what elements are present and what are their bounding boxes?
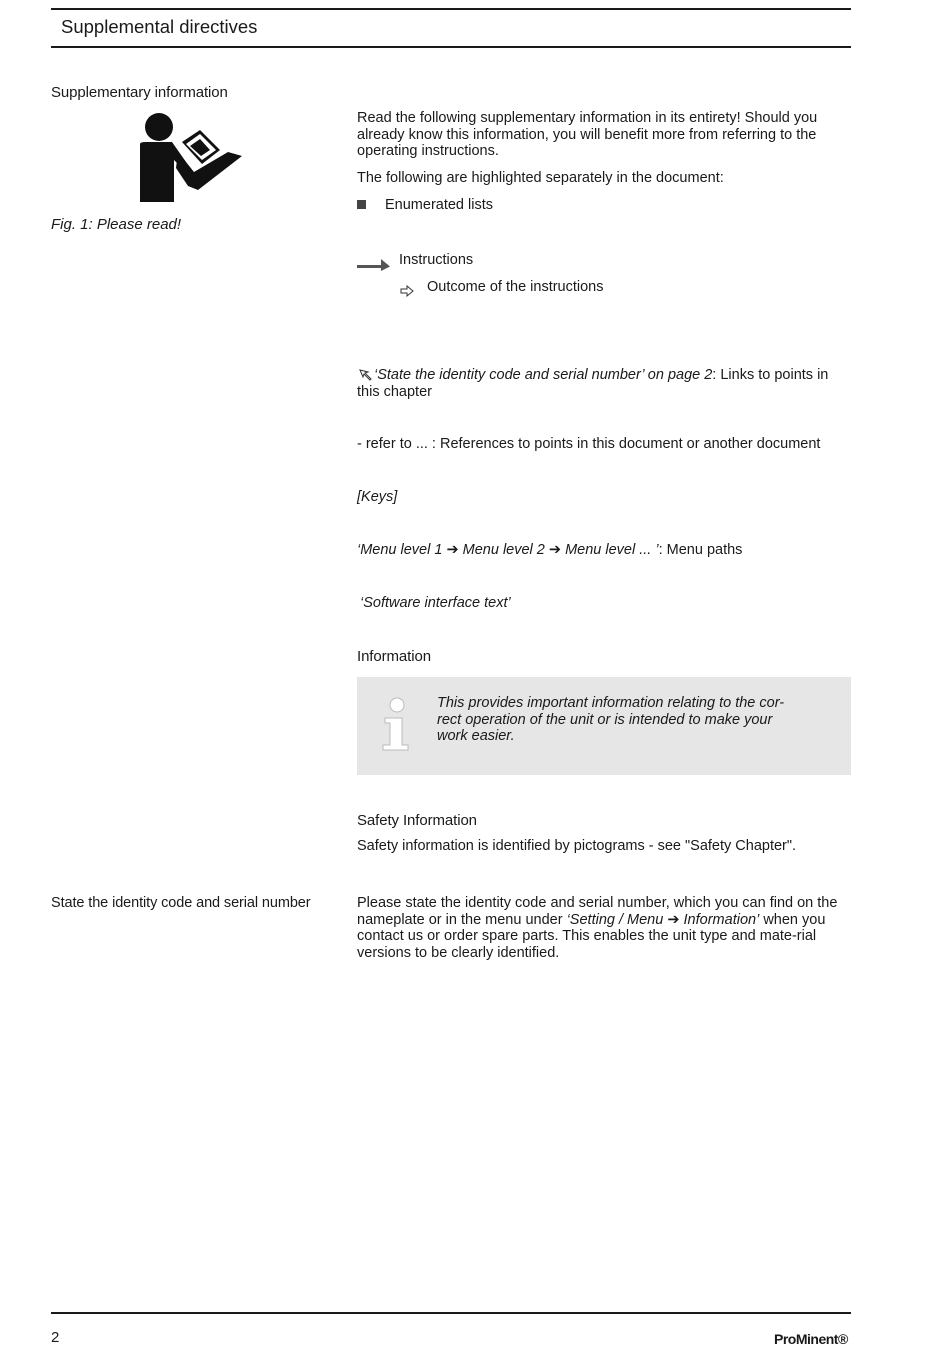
instruction-arrow-icon (357, 258, 391, 272)
section-heading-identity: State the identity code and serial number (51, 895, 311, 911)
reading-person-icon (138, 112, 246, 204)
keys-example: [Keys] (357, 489, 398, 505)
information-heading: Information (357, 648, 431, 665)
header-top-rule (51, 8, 851, 10)
figure-caption: Fig. 1: Please read! (51, 216, 182, 233)
highlight-intro: The following are highlighted separately in the document: (357, 170, 724, 186)
safety-heading: Safety Information (357, 812, 477, 829)
menu-arrow-icon: ➔ (548, 542, 562, 558)
intro-paragraph: Read the following supplementary information in its entirety! Should you already know this information, you will benefit more from referring to the operating instructions. (357, 110, 818, 160)
outcome-arrow-icon (400, 284, 414, 296)
identity-menu-b: Information’ (683, 911, 760, 928)
menu-path-example (357, 542, 847, 559)
software-text-example: ‘Software interface text’ (360, 595, 511, 611)
safety-text: Safety information is identified by pictograms - see "Safety Chapter". (357, 838, 797, 854)
identity-menu-a: ‘Setting / Menu (566, 911, 664, 928)
information-box-text: This provides important information relating to the cor-rect operation of the unit or is intended to make your work easier. (437, 695, 785, 745)
instructions-item: Instructions (399, 252, 474, 268)
menu-arrow-icon: ➔ (446, 542, 459, 558)
information-box (357, 677, 851, 775)
page-number: 2 (51, 1329, 60, 1346)
enumerated-lists-item: Enumerated lists (385, 197, 493, 213)
refer-paragraph: - refer to ... : References to points in this document or another document (357, 436, 821, 452)
info-icon (379, 696, 413, 752)
outcome-item: Outcome of the instructions (427, 279, 604, 295)
identity-text-before: Please state the identity code and serial number, which you can find on the nameplate or in the menu under (357, 895, 838, 928)
identity-text-after: when you contact us or order spare parts. This enables the unit type and mate-rial versions to be clearly identified. (357, 911, 826, 962)
chapter-link-paragraph (357, 367, 837, 400)
section-heading-supplementary: Supplementary information (51, 84, 228, 101)
menu-path-desc: : Menu paths (658, 542, 743, 558)
header-bottom-rule (51, 46, 851, 48)
page-title: Supplemental directives (61, 16, 258, 37)
menu-level-3: Menu level ... ’ (565, 542, 659, 558)
chapter-link[interactable]: ‘State the identity code and serial number’ on page 2 (374, 367, 713, 383)
menu-level-2: Menu level 2 (462, 542, 545, 558)
identity-paragraph (357, 895, 845, 962)
prominent-logo: ProMinent® (774, 1331, 848, 1347)
menu-arrow-icon: ➔ (667, 911, 680, 928)
bullet-square-icon (357, 200, 366, 209)
menu-level-1: ‘Menu level 1 (357, 542, 443, 558)
chapter-link-desc: : Links to points in this chapter (357, 367, 829, 400)
footer-rule (51, 1312, 851, 1314)
